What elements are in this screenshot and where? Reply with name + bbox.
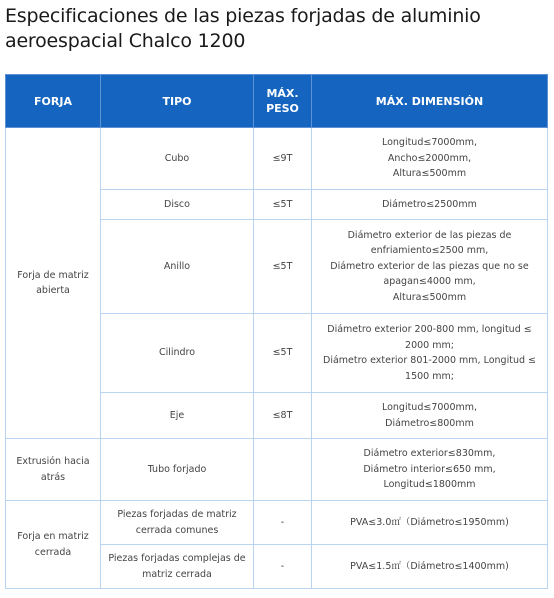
dimension-line: PVA≤1.5㎡（Diámetro≤1400mm) xyxy=(350,560,509,572)
dimension-cell xyxy=(312,501,548,545)
dimension-line: apagan≤4000 mm, xyxy=(383,276,476,288)
page-title: Especificaciones de las piezas forjadas de aluminio aeroespacial Chalco 1200 xyxy=(5,5,481,52)
specifications-table xyxy=(5,74,548,589)
dimension-line: Ancho≤2000mm, xyxy=(387,152,472,164)
column-header-tipo: TIPO xyxy=(101,75,254,128)
tipo-cell: Piezas forjadas de matriz cerrada comunes xyxy=(101,501,254,545)
forja-group-cell: Forja en matriz cerrada xyxy=(6,501,101,589)
dimension-line: enfriamiento≤2500 mm, xyxy=(370,245,489,257)
peso-cell xyxy=(254,439,312,501)
dimension-line: Diámetro≤800mm xyxy=(385,417,474,429)
table-header-row xyxy=(6,75,548,128)
table-row xyxy=(6,439,548,501)
peso-cell: ≤5T xyxy=(254,314,312,393)
peso-cell: ≤9T xyxy=(254,128,312,190)
peso-cell: ≤5T xyxy=(254,220,312,314)
dimension-line: Diámetro exterior 200-800 mm, longitud ≤ xyxy=(327,324,532,335)
dimension-line: PVA≤3.0㎡（Diámetro≤1950mm) xyxy=(350,516,509,528)
dimension-line: Diámetro≤2500mm xyxy=(382,198,477,210)
peso-cell: - xyxy=(254,501,312,545)
dimension-line: Altura≤500mm xyxy=(392,168,467,180)
tipo-cell: Cubo xyxy=(101,128,254,190)
peso-cell: ≤5T xyxy=(254,190,312,220)
dimension-cell xyxy=(312,190,548,220)
table-row xyxy=(6,128,548,190)
column-header-max-dimension: MÁX. DIMENSIÓN xyxy=(312,75,548,128)
peso-cell: - xyxy=(254,545,312,589)
dimension-cell xyxy=(312,439,548,501)
dimension-line: Longitud≤7000mm, xyxy=(381,402,478,413)
dimension-line: Diámetro exterior≤830mm, xyxy=(363,448,496,460)
dimension-line: Diámetro interior≤650 mm, xyxy=(363,463,496,475)
column-header-max-peso: MÁX. PESO xyxy=(254,75,312,128)
dimension-cell xyxy=(312,128,548,190)
tipo-cell: Eje xyxy=(101,393,254,439)
dimension-cell xyxy=(312,314,548,393)
dimension-line: Longitud≤1800mm xyxy=(383,479,476,491)
tipo-cell: Cilindro xyxy=(101,314,254,393)
dimension-line: Longitud≤7000mm, xyxy=(381,137,478,149)
dimension-line: Diámetro exterior 801-2000 mm, Longitud ≤ xyxy=(323,355,536,366)
dimension-line: Diámetro exterior de las piezas que no se xyxy=(330,260,529,272)
dimension-line: Diámetro exterior de las piezas de xyxy=(347,229,512,241)
tipo-cell: Tubo forjado xyxy=(101,439,254,501)
dimension-cell xyxy=(312,220,548,314)
tipo-cell: Anillo xyxy=(101,220,254,314)
forja-group-cell: Extrusión hacia atrás xyxy=(6,439,101,501)
dimension-cell xyxy=(312,545,548,589)
column-header-forja: FORJA xyxy=(6,75,101,128)
dimension-cell xyxy=(312,393,548,439)
forja-group-cell: Forja de matriz abierta xyxy=(6,128,101,439)
dimension-line: 1500 mm; xyxy=(405,370,454,382)
peso-cell: ≤8T xyxy=(254,393,312,439)
tipo-cell: Disco xyxy=(101,190,254,220)
dimension-line: 2000 mm; xyxy=(405,339,454,351)
dimension-line: Altura≤500mm xyxy=(392,291,467,303)
tipo-cell: Piezas forjadas complejas de matriz cerrada xyxy=(101,545,254,589)
table-row xyxy=(6,501,548,545)
